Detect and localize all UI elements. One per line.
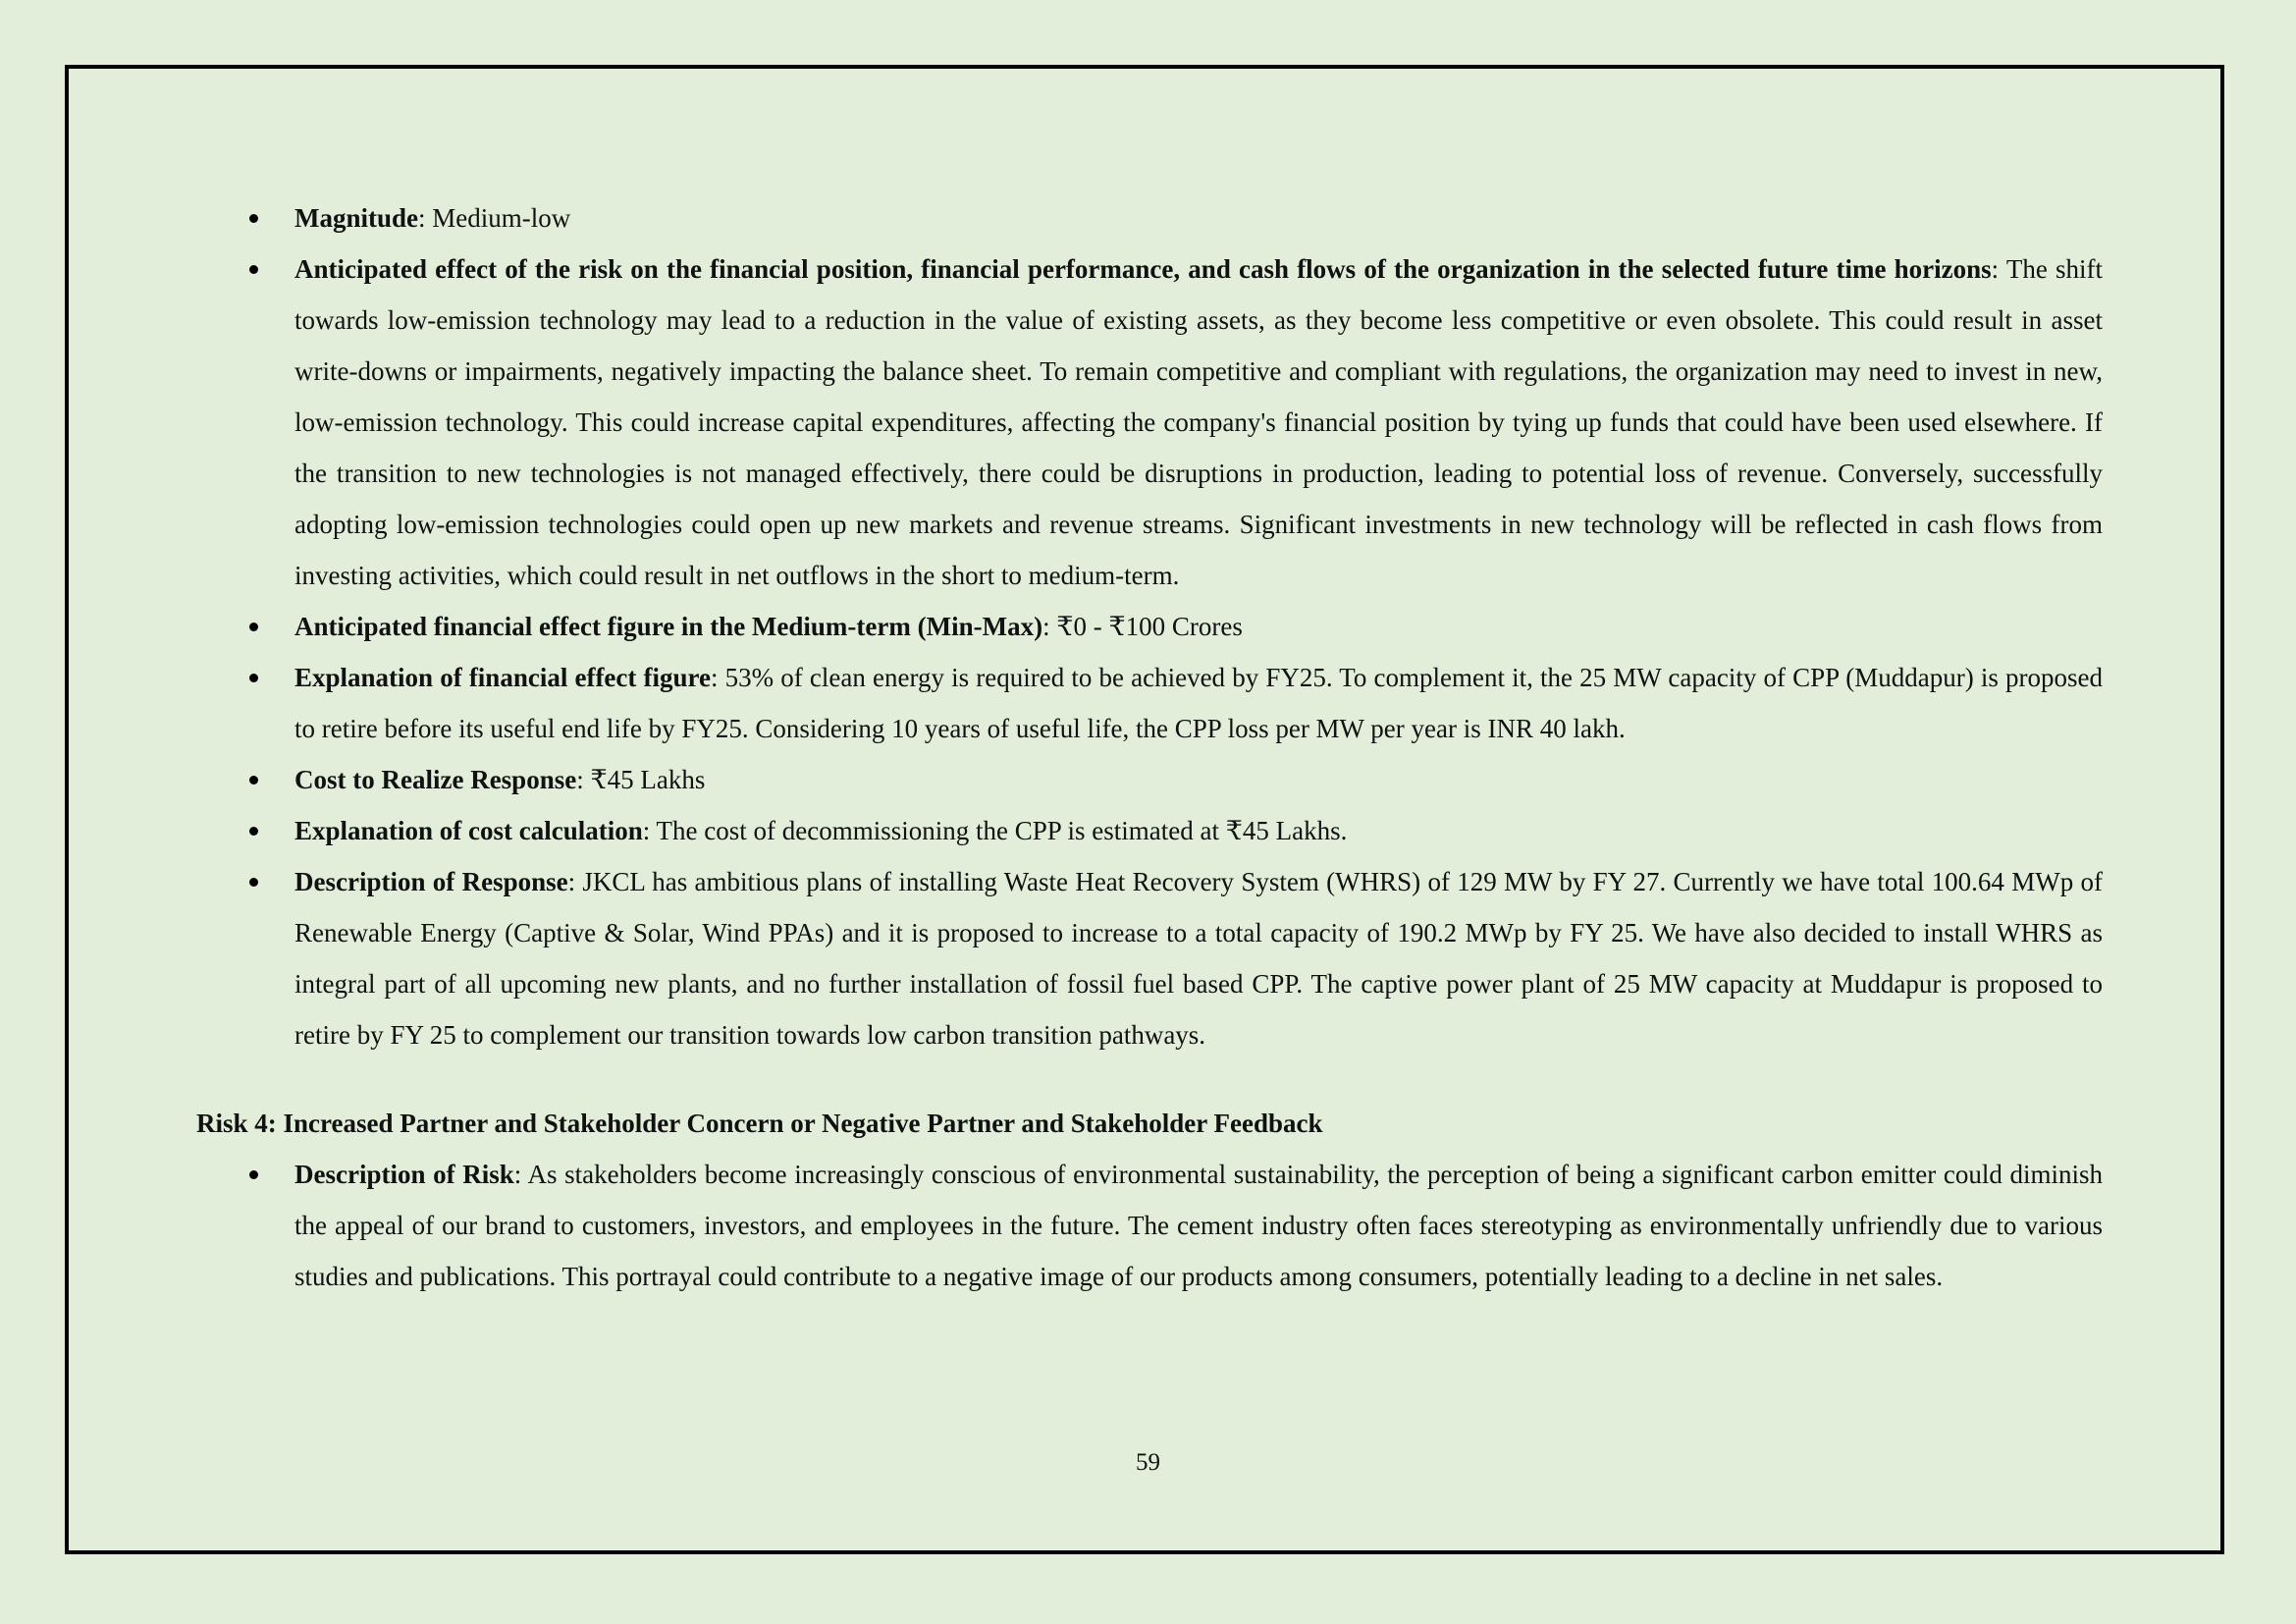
bullet-label: Explanation of financial effect figure: [294, 663, 712, 692]
page-content: [196, 192, 2103, 1302]
bullet-cost-to-realize: [196, 754, 2103, 805]
bullet-label: Anticipated financial effect figure in the Medium-term (Min-Max): [294, 612, 1043, 641]
bullet-explanation-financial-effect: [196, 652, 2103, 754]
bullet-text: : 53% of clean energy is required to be achieved by FY25. To complement it, the 25 MW capacity of CPP (Muddapur) is proposed to retire before its useful end life by FY25. Considering 10 years of useful life, the CPP loss per MW per year is INR 40 lakh.: [294, 663, 2103, 743]
bullet-text: : ₹0 - ₹100 Crores: [1042, 612, 1243, 641]
bullet-financial-effect-figure: [196, 601, 2103, 652]
page-number: 59: [1136, 1449, 1160, 1476]
bullet-dot: [249, 214, 258, 223]
bullet-text: : As stakeholders become increasingly conscious of environmental sustainability, the perception of being a significant carbon emitter could diminish the appeal of our brand to customers, investors, and employees in the future. The cement industry often faces stereotyping as environmentally unfriendly due to various studies and publications. This portrayal could contribute to a negative image of our products among consumers, potentially leading to a decline in net sales.: [294, 1160, 2103, 1291]
bullet-description-risk: [196, 1149, 2103, 1302]
bullet-text: : Medium-low: [418, 203, 571, 233]
bullet-label: Explanation of cost calculation: [294, 816, 643, 845]
bullet-dot: [249, 674, 258, 682]
bullet-text: : The shift towards low-emission technology may lead to a reduction in the value of existing assets, as they become less competitive or even obsolete. This could result in asset write-downs or impairments, negatively impacting the balance sheet. To remain competitive and compliant with regulations, the organization may need to invest in new, low-emission technology. This could increase capital expenditures, affecting the company's financial position by tying up funds that could have been used elsewhere. If the transition to new technologies is not managed effectively, there could be disruptions in production, leading to potential loss of revenue. Conversely, successfully adopting low-emission technologies could open up new markets and revenue streams. Significant investments in new technology will be reflected in cash flows from investing activities, which could result in net outflows in the short to medium-term.: [294, 254, 2103, 590]
bullet-dot: [249, 827, 258, 836]
bullet-dot: [249, 1170, 258, 1179]
risk3-bullet-list: [196, 192, 2103, 1060]
risk4-heading: Risk 4: Increased Partner and Stakeholder Concern or Negative Partner and Stakeholder Feedback: [196, 1109, 1323, 1138]
bullet-anticipated-effect: [196, 244, 2103, 601]
bullet-dot: [249, 878, 258, 887]
bullet-label: Description of Response: [294, 867, 568, 896]
bullet-label: Magnitude: [294, 203, 419, 233]
bullet-text: : JKCL has ambitious plans of installing Waste Heat Recovery System (WHRS) of 129 MW by FY 27. Currently we have total 100.64 MWp of Renewable Energy (Captive & Solar, Wind PPAs) and it is proposed to increase to a total capacity of 190.2 MWp by FY 25. We have also decided to install WHRS as integral part of all upcoming new plants, and no further installation of fossil fuel based CPP. The captive power plant of 25 MW capacity at Muddapur is proposed to retire by FY 25 to complement our transition towards low carbon transition pathways.: [294, 867, 2103, 1050]
bullet-dot: [249, 623, 258, 631]
bullet-dot: [249, 776, 258, 785]
risk4-bullet-list: [196, 1149, 2103, 1302]
bullet-explanation-cost: [196, 805, 2103, 856]
bullet-text: : ₹45 Lakhs: [576, 765, 706, 794]
bullet-text: : The cost of decommissioning the CPP is estimated at ₹45 Lakhs.: [642, 816, 1348, 845]
bullet-description-response: [196, 856, 2103, 1060]
bullet-label: Description of Risk: [294, 1160, 514, 1189]
bullet-label: Cost to Realize Response: [294, 765, 577, 794]
bullet-dot: [249, 265, 258, 274]
bullet-magnitude: [196, 192, 2103, 244]
bullet-label: Anticipated effect of the risk on the financial position, financial performance, and cash flows of the organization in the selected future time horizons: [294, 254, 1992, 284]
